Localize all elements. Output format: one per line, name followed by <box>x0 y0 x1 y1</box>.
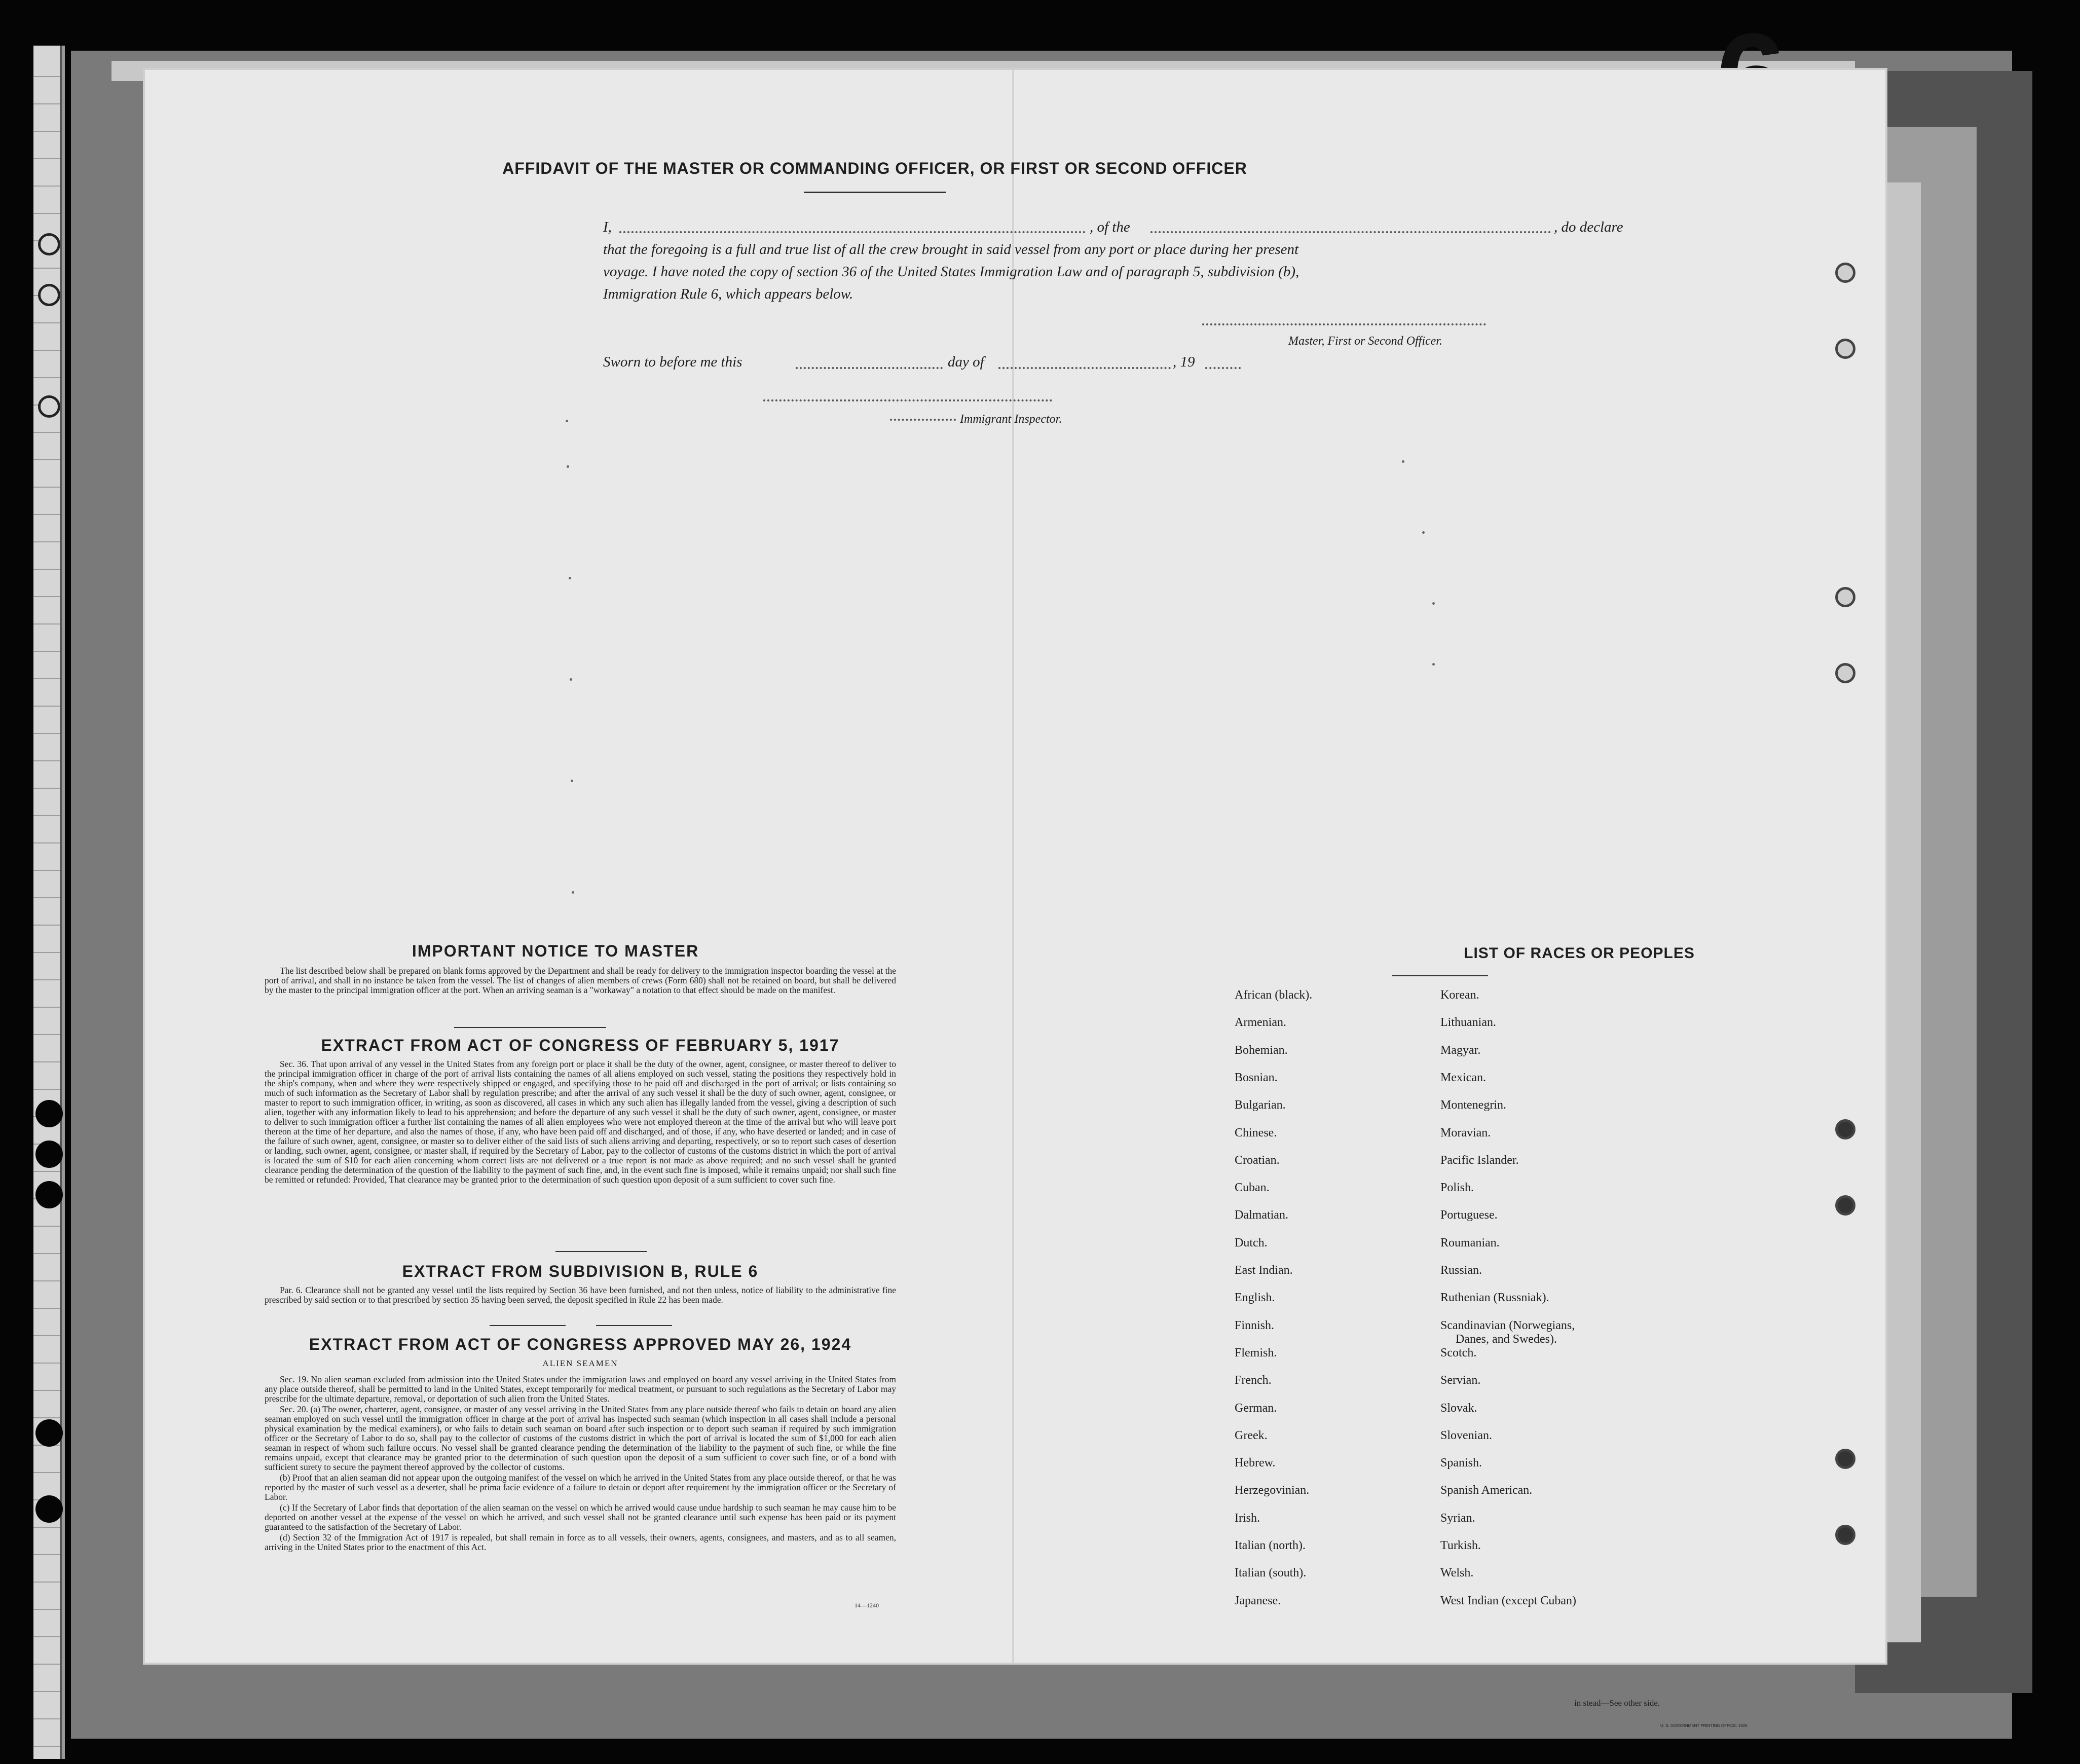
divider <box>596 1325 672 1326</box>
sworn-year-blank[interactable] <box>1205 367 1241 369</box>
strip-tick <box>33 1664 62 1665</box>
declaration-line-1 <box>603 216 1657 238</box>
ruling-dot <box>566 420 568 422</box>
strip-tick <box>33 1390 62 1391</box>
extract-1924-paragraph: (c) If the Secretary of Labor finds that deportation of the alien seaman on the vessel on which he arrived would cause undue hardship to such seaman he may cause him to be deported on another vessel at the expense of the vessel on which he arrived, and such vessel shall not be granted clearance until such expense has been paid or its payment guaranteed to the satisfaction of the Secretary of Labor. <box>265 1502 896 1532</box>
race-item: English. <box>1235 1291 1275 1305</box>
race-item: Italian (south). <box>1235 1566 1307 1580</box>
race-item: Scandinavian (Norwegians, <box>1440 1318 1575 1332</box>
inspector-label: Immigrant Inspector. <box>960 413 1062 426</box>
strip-tick <box>33 268 62 269</box>
notice-title: IMPORTANT NOTICE TO MASTER <box>412 942 699 960</box>
ruling-dot <box>1432 663 1435 666</box>
race-item: Magyar. <box>1440 1043 1481 1057</box>
strip-tick <box>33 1554 62 1555</box>
declarant-name-blank[interactable] <box>619 231 1086 233</box>
race-item: Ruthenian (Russniak). <box>1440 1291 1549 1305</box>
strip-tick <box>33 1335 62 1336</box>
strip-tick <box>33 842 62 843</box>
race-item: Polish. <box>1440 1181 1474 1195</box>
race-item: Hebrew. <box>1235 1456 1276 1470</box>
extract-rule6-title: EXTRACT FROM SUBDIVISION B, RULE 6 <box>402 1262 759 1280</box>
strip-tick <box>33 596 62 597</box>
race-item: Armenian. <box>1235 1016 1286 1030</box>
race-item: Pacific Islander. <box>1440 1153 1519 1167</box>
race-item: Syrian. <box>1440 1511 1475 1525</box>
race-item: East Indian. <box>1235 1264 1293 1277</box>
declaration-line-3: voyage. I have noted the copy of section 36 of the United States Immigration Law and of paragraph 5, subdivision (b), <box>603 264 1299 280</box>
sworn-year-prefix: , 19 <box>1173 354 1195 370</box>
affidavit-declaration <box>603 216 1657 305</box>
extract-1924-title: EXTRACT FROM ACT OF CONGRESS APPROVED MAY 26, 1924 <box>309 1335 852 1353</box>
strip-tick <box>33 213 62 214</box>
binder-hole <box>38 233 60 255</box>
ruling-dot <box>571 780 573 782</box>
race-item: Danes, and Swedes). <box>1456 1332 1557 1346</box>
strip-tick <box>33 186 62 187</box>
binder-hole <box>35 1100 63 1127</box>
extract-1924-paragraph: (b) Proof that an alien seaman did not appear upon the outgoing manifest of the vessel on which he arrived in the United States from any place outside thereof, or that he was reported by the master of such vessel as a deserter, shall be prima facie evidence of a failure to detain or deport after requirement by the immigration officer or the Secretary of Labor. <box>265 1473 896 1502</box>
punch-hole <box>1835 1119 1855 1140</box>
divider <box>454 1027 606 1028</box>
strip-tick <box>33 678 62 679</box>
strip-tick <box>33 1718 62 1719</box>
inspector-signature-blank[interactable] <box>763 399 1052 401</box>
declaration-do-declare: , do declare <box>1554 219 1623 235</box>
divider <box>490 1325 566 1326</box>
race-item: Cuban. <box>1235 1181 1270 1195</box>
extract-1924-subtitle: ALIEN SEAMEN <box>542 1358 618 1368</box>
declaration-i: I, <box>603 219 612 235</box>
divider <box>555 1251 647 1252</box>
strip-tick <box>33 925 62 926</box>
strip-tick <box>33 623 62 624</box>
race-item: Turkish. <box>1440 1539 1481 1552</box>
strip-tick <box>33 322 62 323</box>
binder-hole <box>35 1181 63 1208</box>
race-item: Spanish. <box>1440 1456 1482 1470</box>
punch-hole <box>1835 663 1855 683</box>
extract-1924-paragraph: (d) Section 32 of the Immigration Act of 1917 is repealed, but shall remain in force as to all vessels, their owners, agents, consignees, and masters, and as to all seamen, arriving in the United States prior to the enactment of this Act. <box>265 1532 896 1552</box>
strip-tick <box>33 1636 62 1637</box>
strip-tick <box>33 1746 62 1747</box>
strip-tick <box>33 1609 62 1610</box>
strip-tick <box>33 897 62 898</box>
strip-tick <box>33 1582 62 1583</box>
race-item: Herzegovinian. <box>1235 1484 1310 1497</box>
race-item: German. <box>1235 1401 1277 1415</box>
race-item: Irish. <box>1235 1511 1260 1525</box>
printing-office-line: U. S. GOVERNMENT PRINTING OFFICE: 1926 <box>1660 1723 1748 1728</box>
affidavit-title: AFFIDAVIT OF THE MASTER OR COMMANDING OFFICER, OR FIRST OR SECOND OFFICER <box>502 159 1247 177</box>
ruling-dot <box>569 577 571 579</box>
extract-1924-text <box>265 1375 896 1553</box>
race-item: Moravian. <box>1440 1126 1491 1140</box>
strip-tick <box>33 760 62 761</box>
strip-tick <box>33 103 62 104</box>
strip-tick <box>33 76 62 77</box>
strip-tick <box>33 569 62 570</box>
vessel-name-blank[interactable] <box>1150 231 1551 233</box>
punch-hole <box>1835 587 1855 607</box>
strip-tick <box>33 1034 62 1035</box>
race-item: Bohemian. <box>1235 1043 1288 1057</box>
race-item: Slovenian. <box>1440 1428 1492 1442</box>
binder-hole <box>35 1141 63 1168</box>
race-item: Italian (north). <box>1235 1539 1306 1552</box>
race-item: Dutch. <box>1235 1236 1268 1250</box>
strip-tick <box>33 1061 62 1062</box>
race-item: Finnish. <box>1235 1318 1275 1332</box>
strip-tick <box>33 1253 62 1254</box>
strip-tick <box>33 706 62 707</box>
punch-hole <box>1835 1525 1855 1545</box>
race-item: Dalmatian. <box>1235 1208 1288 1222</box>
strip-tick <box>33 733 62 734</box>
race-item: Flemish. <box>1235 1346 1277 1359</box>
master-signature-label: Master, First or Second Officer. <box>1288 335 1442 348</box>
races-title-underline <box>1392 975 1488 976</box>
ruling-dot <box>1402 460 1404 463</box>
strip-tick <box>33 432 62 433</box>
race-item: Servian. <box>1440 1374 1481 1387</box>
strip-tick <box>33 487 62 488</box>
strip-tick <box>33 1226 62 1227</box>
race-item: Chinese. <box>1235 1126 1277 1140</box>
strip-tick <box>33 158 62 159</box>
race-item: Korean. <box>1440 988 1479 1002</box>
race-item: Bosnian. <box>1235 1071 1278 1084</box>
document-sheet <box>145 70 1885 1728</box>
ruling-dot <box>1432 602 1435 605</box>
strip-tick <box>33 651 62 652</box>
strip-tick <box>33 952 62 953</box>
strip-tick <box>33 1280 62 1281</box>
race-item: Japanese. <box>1235 1594 1281 1607</box>
extract-1917-text <box>265 1059 896 1186</box>
ruling-dot <box>572 891 574 894</box>
sworn-line <box>603 354 1262 376</box>
race-item: Mexican. <box>1440 1071 1486 1084</box>
strip-tick <box>33 979 62 980</box>
strip-tick <box>33 1527 62 1528</box>
punch-hole <box>1835 1449 1855 1469</box>
strip-tick <box>33 350 62 351</box>
page-fold <box>1012 70 1014 1663</box>
extract-1924-paragraph: Sec. 19. No alien seaman excluded from admission into the United States under the immigration laws and employed on board any vessel arriving in the United States from any place outside thereof, shall be permitted to land in the United States, except temporarily for medical treatment, or pursuant to such regulations as the Secretary of Labor may prescribe for the ultimate departure, removal, or deportation of such alien from the United States. <box>265 1374 896 1404</box>
race-item: Roumanian. <box>1440 1236 1500 1250</box>
strip-tick <box>33 788 62 789</box>
ruling-dot <box>570 678 572 681</box>
extract-1917-title: EXTRACT FROM ACT OF CONGRESS OF FEBRUARY 5, 1917 <box>321 1036 840 1054</box>
inspector-lead-dots <box>890 419 956 421</box>
strip-tick <box>33 459 62 460</box>
extract-1924-paragraph: Sec. 20. (a) The owner, charterer, agent, consignee, or master of any vessel arriving in the United States from any place outside thereof who fails to detain on board any alien seaman employed on such vessel until the immigration officer in charge at the port of arrival has inspected such seaman (which inspection in all cases shall include a personal physical examination by the medical examiners), or who fails to detain such seaman on board after such inspection or to deport such seaman if required by such immigration officer or the Secretary of Labor to do so, shall pay to the collector of customs of the customs district in which the port of arrival is located the sum of $1,000 for each alien seaman in respect of whom such failure occurs. No vessel shall be granted clearance pending the determination of the liability to the payment of such fine, or while the fine remains unpaid, except that clearance may be granted prior to the determination of such question upon the deposit of a sum sufficient to cover such fine, or of a bond with sufficient surety to secure the payment thereof approved by the collector of customs. <box>265 1404 896 1472</box>
ruling-dot <box>1422 531 1425 534</box>
race-item: Welsh. <box>1440 1566 1474 1580</box>
strip-tick <box>33 1691 62 1692</box>
strip-tick <box>33 1308 62 1309</box>
binder-hole <box>38 395 60 418</box>
binder-hole <box>38 284 60 306</box>
strip-tick <box>33 514 62 515</box>
strip-tick <box>33 1363 62 1364</box>
strip-tick <box>33 1089 62 1090</box>
race-item: Croatian. <box>1235 1153 1280 1167</box>
strip-tick <box>33 131 62 132</box>
binder-hole <box>35 1419 63 1447</box>
strip-tick <box>33 541 62 542</box>
sworn-prefix: Sworn to before me this <box>603 354 742 370</box>
extract-1917-paragraph: Sec. 36. That upon arrival of any vessel in the United States from any foreign port or place it shall be the duty of the owner, agent, consignee, or master thereof to deliver to the principal immigration officer in charge of the port of arrival lists containing the names of all aliens employed on such vessel, stating the positions they respectively hold in the ship's company, when and where they were respectively shipped or engaged, and specifying those to be paid off and discharged in the port of arrival; or lists containing so much of such information as the Secretary of Labor shall by regulation prescribe; and after the arrival of any such vessel it shall be the duty of such owner, agent, consignee, or master to report to such immigration officer, in writing, as soon as discovered, all cases in which any such alien has illegally landed from the vessel, giving a description of such alien, together with any information likely to lead to his apprehension; and before the departure of any such vessel it shall be the duty of such owner, agent, consignee, or master to deliver to such immigration officer a further list containing the names of all alien employees who were not employed thereon at the time of the arrival but who will leave port thereon at the time of her departure, and also the names of those, if any, who have been paid off and discharged, and of those, if any, who have deserted or landed; and in case of the failure of such owner, agent, consignee, or master so to deliver either of the said lists of such aliens arriving and departing, respectively, or so to report such cases of desertion or landing, such owner, agent, consignee, or master shall, if required by the Secretary of Labor, pay to the collector of customs of the customs district in which the port of arrival is located the sum of $10 for each alien concerning whom correct lists are not delivered or a true report is not made as above required; and no such vessel shall be granted clearance pending the determination of the question of the liability to the payment of such fine, and, in the event such fine is imposed, while it remains unpaid; nor shall such fine be remitted or refunded: Provided, That clearance may be granted prior to the determination of such question upon deposit of a sum sufficient to cover such fine. <box>265 1059 896 1185</box>
master-signature-blank[interactable] <box>1202 323 1486 325</box>
race-item: Lithuanian. <box>1440 1016 1496 1030</box>
sworn-day-blank[interactable] <box>796 367 943 369</box>
strip-tick <box>33 870 62 871</box>
race-item: Bulgarian. <box>1235 1098 1286 1112</box>
extract-rule6-paragraph: Par. 6. Clearance shall not be granted any vessel until the lists required by Section 36 have been furnished, and not then unless, notice of liability to the administrative fine prescribed by said section or to that prescribed by section 35 having been served, the deposit specified in Rule 22 has been made. <box>265 1285 896 1305</box>
strip-tick <box>33 1417 62 1418</box>
race-item: Russian. <box>1440 1264 1482 1277</box>
races-title: LIST OF RACES OR PEOPLES <box>1464 945 1695 962</box>
race-item: Greek. <box>1235 1428 1268 1442</box>
race-item: African (black). <box>1235 988 1313 1002</box>
binder-hole <box>35 1495 63 1523</box>
extract-rule6-text <box>265 1285 896 1306</box>
punch-hole <box>1835 1195 1855 1216</box>
declaration-line-4: Immigration Rule 6, which appears below. <box>603 286 853 302</box>
race-item: French. <box>1235 1374 1272 1387</box>
race-item: Spanish American. <box>1440 1484 1533 1497</box>
race-item: Portuguese. <box>1440 1208 1498 1222</box>
sworn-month-blank[interactable] <box>998 367 1171 369</box>
ruling-dot <box>567 465 569 468</box>
declaration-of-the: , of the <box>1090 219 1130 235</box>
race-item: Scotch. <box>1440 1346 1477 1359</box>
declaration-line-2: that the foregoing is a full and true list of all the crew brought in said vessel from any port or place during her present <box>603 241 1299 258</box>
form-number: 14—1240 <box>855 1602 879 1609</box>
race-item: Slovak. <box>1440 1401 1477 1415</box>
strip-tick <box>33 815 62 816</box>
strip-tick <box>33 377 62 378</box>
notice-paragraph: The list described below shall be prepared on blank forms approved by the Department and shall be ready for delivery to the immigration inspector boarding the vessel at the port of arrival, and shall in no instance be taken from the vessel. The list of changes of alien members of crews (Form 680) shall not be retained on board, but shall be delivered by the master to the principal immigration officer at the port. When an arriving seaman is a "workaway" a notation to that effect should be made on the manifest. <box>265 966 896 995</box>
back-sheet-text: in stead—See other side. <box>1574 1698 1660 1708</box>
punch-hole <box>1835 263 1855 283</box>
race-item: West Indian (except Cuban) <box>1440 1594 1576 1607</box>
strip-tick <box>33 1171 62 1172</box>
notice-text <box>265 966 896 996</box>
strip-tick <box>33 1007 62 1008</box>
sworn-day-of: day of <box>948 354 984 370</box>
title-underline <box>804 192 946 193</box>
strip-tick <box>33 1472 62 1473</box>
punch-hole <box>1835 339 1855 359</box>
race-item: Montenegrin. <box>1440 1098 1506 1112</box>
